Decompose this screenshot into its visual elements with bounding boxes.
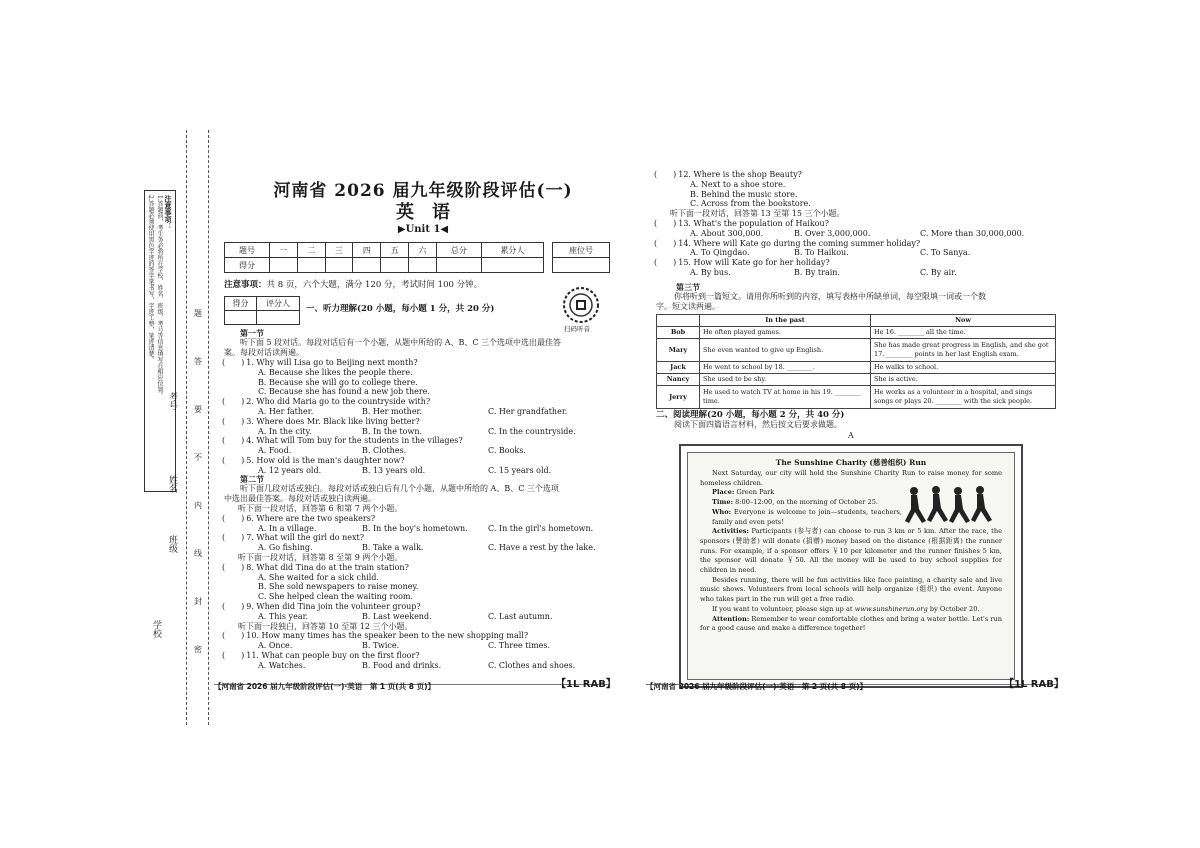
section3-label: 第三节 [676,282,700,292]
question-line [222,358,602,368]
option-c: C. More than 30,000,000. [920,228,1025,238]
question-line [222,397,602,407]
option-line: B. She sold newspapers to raise money. [258,582,419,592]
question-text: 12. Where is the shop Beauty? [678,170,802,179]
section3-instruction-1: 你将听到一篇短文。请用你所听到的内容，填写表格中所缺单词，每空限填一词或一个数 [674,292,986,301]
option-a: A. Once. [258,641,293,651]
section1-instruction-2: 案。每段对话读两遍。 [224,348,304,357]
question-line [222,456,602,466]
option-a: A. Her father. [258,406,314,416]
notice-line-2: 2.答题必须使用黑色字迹的签字笔书写，字迹工整，笔迹清楚。 [147,195,154,363]
exam-title: 河南省 2026 届九年级阶段评估(一) [273,181,573,201]
sub-instruction: 听下面一段对话，回答第 13 至第 15 三个小题。 [670,209,845,219]
option-line: A. Because she likes the people there. [258,367,413,377]
table-row: Bob He often played games. He 16. ________ all the time. [657,327,1056,339]
passage-attention: Attention: Remember to wear comfortable clothes and bring a water bottle. Let's run for a good cause and make a difference together! [700,614,1002,633]
option-c: C. To Sanya. [920,248,971,258]
option-line [222,543,602,553]
answer-bracket[interactable]: ( ) [222,455,245,465]
question-text: 2. Who did Maria go to the countryside with? [246,397,431,407]
question-text: 5. How old is the man's daughter now? [246,455,405,465]
part2-instruction: 阅读下面四篇语言材料，然后按文后要求做题。 [674,420,842,429]
reading-passage-a [679,444,1023,688]
passage-who: Who: Everyone is welcome to join—students, teachers, family and even pets! [712,507,902,526]
question-line [222,602,602,612]
question-text: 8. What did Tina do at the train station? [246,562,409,572]
unit-label: ▶Unit 1◀ [397,224,449,235]
answer-bracket[interactable]: ( ) [222,436,245,446]
question-line [222,631,602,641]
option-line [222,407,602,417]
listening-questions-3 [654,170,1054,278]
passage-letter: A [848,431,854,440]
option-line [222,446,602,456]
field-school[interactable]: 学校 [151,620,161,638]
footer-right-code: 【1L RAB】 [1004,679,1064,690]
passage-url[interactable]: www.sunshinerun.org [854,604,928,613]
option-c: C. Last autumn. [488,611,553,621]
question-text: 14. Where will Kate go during the coming summer holiday? [678,238,921,248]
section1-instruction-1: 听下面 5 段对话。每段对话后有一个小题，从题中所给的 A、B、C 三个选项中选出最佳答 [240,338,562,347]
option-line: C. Across from the bookstore. [690,199,811,209]
seat-table: 座位号 [552,242,610,273]
option-b: B. By train. [794,267,840,277]
footer-left-text: 【河南省 2026 届九年级阶段评估(一)·英语 第 1 页(共 8 页)】 [214,682,436,691]
option-c: C. Her grandfather. [488,406,568,416]
answer-bracket[interactable]: ( ) [222,533,245,543]
option-b: B. To Haikou. [794,248,849,258]
option-line [222,427,602,437]
option-line: B. Because she will go to college there. [258,377,418,387]
answer-bracket[interactable]: ( ) [222,562,245,572]
option-a: A. Watches. [258,660,306,670]
option-b: B. In the boy's hometown. [362,523,468,533]
option-a: A. In a village. [258,523,317,533]
option-b: B. Clothes. [362,446,407,456]
option-line [654,268,1054,278]
question-text: 13. What's the population of Haikou? [678,218,829,228]
option-c: C. Books. [488,446,526,456]
option-c: C. By air. [920,267,957,277]
option-line [222,641,602,651]
sub-instruction: 听下面一段对话，回答第 8 至第 9 两个小题。 [238,552,403,562]
passage-title: The Sunshine Charity (慈善组织) Run [775,458,927,467]
grader-table: 得分 评分人 [224,296,300,325]
notice-line-1: 1.答题前，考生务必将所在学校、姓名、班级、考号等信息填写在相应位置。 [156,195,163,399]
option-a: A. This year. [258,611,309,621]
question-text: 4. What will Tom buy for the students in the villages? [246,436,463,446]
listening-questions-1 [222,358,602,476]
option-line: A. She waited for a sick child. [258,572,379,582]
option-c: C. Clothes and shoes. [488,660,576,670]
option-line: C. She helped clean the waiting room. [258,592,414,602]
option-a: A. In the city. [258,426,312,436]
question-text: 9. When did Tina join the volunteer group? [246,601,421,611]
question-line [222,533,602,543]
question-text: 6. Where are the two speakers? [246,513,376,523]
question-line [222,514,602,524]
field-exam-number[interactable]: 考号 [167,392,177,410]
option-c: C. 15 years old. [488,465,552,475]
question-text: 7. What will the girl do next? [246,533,365,543]
info-table: In the past Now Bob He often played games. He 16. ________ all the time. Mary She even wanted to give up English. She has made great progress in English, and she got 17. ________ points in her last English exam. Jack He went to school by 18. ________. He walks to school. Nancy She used to be shy. She is active. Jerry He used to watch TV at home in his 19. ________ time. He works as a volunteer in a hospital, and sings songs or plays 20. ________ with the sick people. [656,314,1056,409]
option-a: A. Go fishing. [258,543,313,553]
runners-illustration-icon [900,485,1000,529]
passage-place: Place: Green Park [712,488,775,497]
option-line [222,466,602,476]
listening-questions-2 [222,504,602,671]
option-c: C. In the countryside. [488,426,576,436]
option-line [222,524,602,534]
score-table: 题号 一 二 三 四 五 六 总分 累分人 得分 [224,242,544,273]
option-b: B. 13 years old. [362,465,426,475]
sub-instruction: 听下面一段独白，回答第 10 至第 12 三个小题。 [238,621,413,631]
passage-para-3: If you want to volunteer, please sign up at www.sunshinerun.org by October 20. [712,604,980,613]
answer-bracket[interactable]: ( ) [222,513,245,523]
subject-title: 英 语 [396,202,450,223]
option-a: A. About 300,000. [690,228,764,238]
question-text: 15. How will Kate go for her holiday? [678,258,830,268]
qr-label: 扫码听音 [564,325,590,333]
option-b: B. Twice. [362,641,400,651]
field-class[interactable]: 班级 [167,535,177,553]
option-line [222,612,602,622]
option-b: B. Last weekend. [362,611,432,621]
answer-bracket[interactable]: ( ) [222,397,245,407]
answer-bracket[interactable]: ( ) [222,631,245,641]
option-a: A. To Qingdao. [690,248,750,258]
section2-instruction-2: 中选出最佳答案。每段对话或独白读两遍。 [224,494,376,503]
table-row: Jack He went to school by 18. ________. He walks to school. [657,362,1056,374]
answer-bracket[interactable]: ( ) [222,650,245,660]
option-c: C. In the girl's hometown. [488,523,594,533]
reading-passage-inner [687,452,1015,680]
part1-heading: 一、听力理解(20 小题，每小题 1 分，共 20 分) [306,304,495,314]
footer-right-text: 【河南省 2026 届九年级阶段评估(一)·英语 第 2 页(共 8 页)】 [646,682,868,691]
qr-code-icon[interactable] [562,286,600,324]
option-a: A. 12 years old. [258,465,322,475]
notice-box [144,190,176,492]
seal-line-1 [186,130,187,725]
question-line [654,170,1054,180]
sub-instruction: 听下面一段对话，回答第 6 和第 7 两个小题。 [238,504,403,513]
option-line: C. Because she has found a new job there. [258,387,430,397]
question-text: 11. What can people buy on the first floor? [246,650,420,660]
part2-heading: 二、阅读理解(20 小题，每小题 2 分，共 40 分) [656,410,845,420]
answer-bracket[interactable]: ( ) [222,358,245,367]
question-text: 1. Why will Lisa go to Beijing next month? [246,358,418,367]
question-line [654,258,1054,268]
passage-activities: Activities: Participants (参与者) can choose to run 3 km or 5 km. After the race, the sponsors (赞助者) will donate (捐赠) money based on the distance (根据距离) the runner runs. For example, if a sponsor offers ￥10 per kilometer and the runner finishes 5 km, the sponsor will donate ￥50. All the money will be used to buy school supplies for children in need. [700,527,1002,575]
section1-label: 第一节 [240,328,264,338]
option-b: B. Food and drinks. [362,660,442,670]
seal-words: 题 答 要 不 内 线 封 密 [194,309,202,654]
option-line [654,229,1054,239]
answer-bracket[interactable]: ( ) [654,238,677,248]
passage-time: Time: 8:00–12:00, on the morning of October 25. [712,498,879,507]
answer-bracket[interactable]: ( ) [654,258,677,268]
table-row: Jerry He used to watch TV at home in his 19. ________ time. He works as a volunteer in a hospital, and sings songs or plays 20. ________ with the sick people. [657,386,1056,409]
option-line: B. Behind the music store. [690,189,798,199]
question-line [222,417,602,427]
seal-line-2 [208,130,209,725]
option-a: A. Food. [258,446,292,456]
option-a: A. By bus. [690,267,731,277]
answer-bracket[interactable]: ( ) [654,170,677,179]
footer-left-code: 【1L RAB】 [556,679,616,690]
answer-bracket[interactable]: ( ) [222,601,245,611]
notes-line: 注意事项：共 8 页，六个大题，满分 120 分，考试时间 100 分钟。 [224,280,483,290]
table-row: Nancy She used to be shy. She is active. [657,374,1056,386]
option-line: A. Next to a shoe store. [690,179,786,189]
option-b: B. Take a walk. [362,543,424,553]
binding-strip [130,130,212,725]
passage-para-2: Besides running, there will be fun activities like face painting, a charity sale and live music shows. Volunteers from local schools will help organize (组织) the event. Anyone who takes part in the run will get a free radio. [700,575,1002,604]
question-line [222,436,602,446]
question-line [654,219,1054,229]
option-b: B. Her mother. [362,406,423,416]
notice-title: 注意事项： [164,195,173,230]
answer-bracket[interactable]: ( ) [654,218,677,228]
question-line [222,651,602,661]
option-line [654,248,1054,258]
option-c: C. Three times. [488,641,550,651]
question-text: 10. How many times has the speaker been to the new shopping mall? [246,631,529,641]
table-row: Mary She even wanted to give up English. She has made great progress in English, and she got 17. ________ points in her last English exam. [657,339,1056,362]
section2-label: 第二节 [240,474,264,484]
section3-instruction-2: 字。短文读两遍。 [656,302,720,311]
option-b: B. In the town. [362,426,423,436]
field-name[interactable]: 姓名 [167,475,177,493]
passage-intro: Next Saturday, our city will hold the Sunshine Charity Run to raise money for some homeless children. [700,469,1002,487]
question-line [222,563,602,573]
section2-instruction-1: 听下面几段对话或独白。每段对话或独白后有几个小题，从题中所给的 A、B、C 三个选项 [240,484,559,493]
question-text: 3. Where does Mr. Black like living better? [246,416,420,426]
option-c: C. Have a rest by the lake. [488,543,596,553]
answer-bracket[interactable]: ( ) [222,416,245,426]
option-line [222,661,602,671]
option-b: B. Over 3,000,000. [794,228,871,238]
question-line [654,239,1054,249]
